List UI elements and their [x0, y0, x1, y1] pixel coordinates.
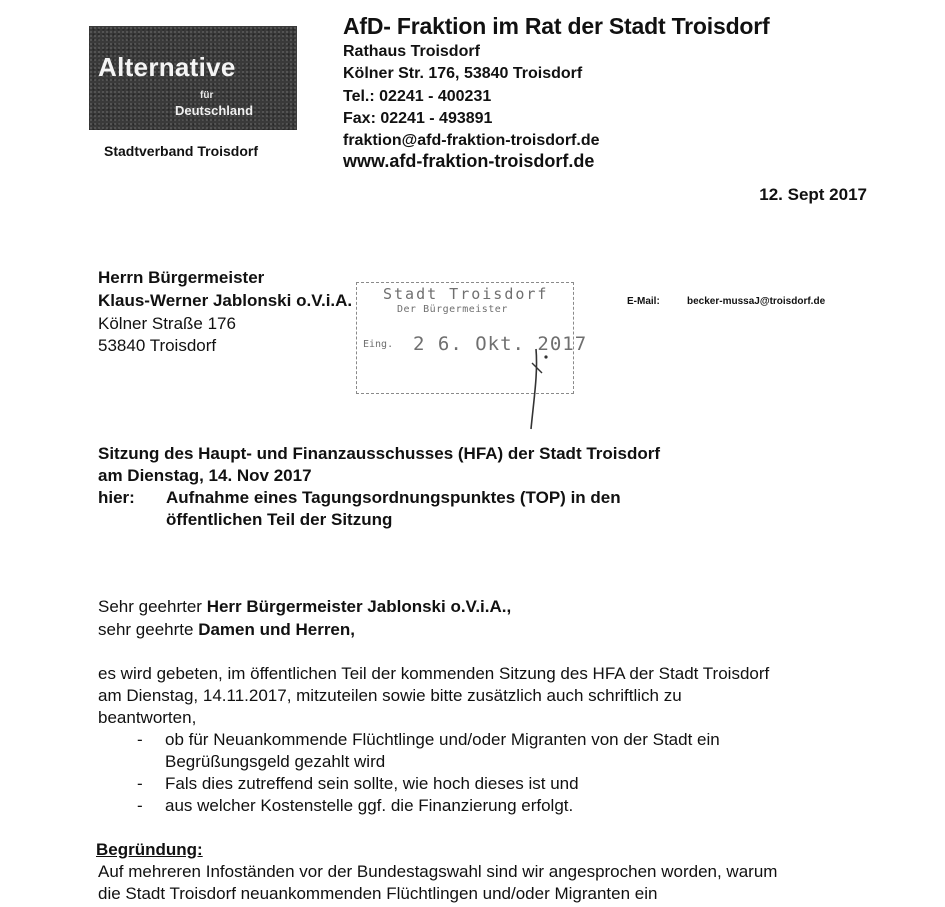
letterhead-address: Kölner Str. 176, 53840 Troisdorf — [343, 65, 583, 82]
logo-country-text: Deutschland — [175, 103, 254, 118]
letterhead-email: fraktion@afd-fraktion-troisdorf.de — [343, 132, 600, 149]
body-line-1: es wird gebeten, im öffentlichen Teil der kommenden Sitzung des HFA der Stadt Troisdorf — [98, 664, 770, 683]
greeting-prefix-2: sehr geehrte — [98, 620, 199, 639]
reason-line-1: Auf mehreren Infoständen vor der Bundestagswahl sind wir angesprochen worden, warum — [98, 862, 778, 881]
greeting-prefix-1: Sehr geehrter — [98, 597, 207, 616]
recipient-email-label: E-Mail: — [627, 296, 660, 307]
letter-date: 12. Sept 2017 — [759, 185, 867, 204]
bullet-1-line-2: Begrüßungsgeld gezahlt wird — [165, 752, 386, 771]
greeting-audience: Damen und Herren, — [198, 620, 355, 639]
greeting-line-2 — [98, 620, 355, 640]
logo-caption: Stadtverband Troisdorf — [104, 143, 259, 159]
recipient-city: 53840 Troisdorf — [98, 336, 217, 355]
subject-hier-label: hier: — [98, 488, 135, 507]
bullet-2: Fals dies zutreffend sein sollte, wie hoch dieses ist und — [165, 774, 579, 793]
recipient-name: Klaus-Werner Jablonski o.V.i.A. — [98, 291, 353, 310]
letterhead-building: Rathaus Troisdorf — [343, 43, 480, 60]
body-line-3: beantworten, — [98, 708, 197, 727]
logo-wordmark: Alternative — [98, 52, 236, 82]
subject-hier-line-1: Aufnahme eines Tagungsordnungspunktes (TOP) in den — [166, 488, 621, 507]
bullet-3: aus welcher Kostenstelle ggf. die Finanzierung erfolgt. — [165, 796, 574, 815]
recipient-salutation: Herrn Bürgermeister — [98, 268, 265, 287]
received-stamp — [356, 282, 588, 394]
greeting-line-1 — [98, 597, 511, 617]
letterhead-website: www.afd-fraktion-troisdorf.de — [343, 151, 595, 171]
letterhead-title: AfD- Fraktion im Rat der Stadt Troisdorf — [343, 13, 770, 39]
recipient-email: becker-mussaJ@troisdorf.de — [687, 296, 826, 307]
letterhead-tel: Tel.: 02241 - 400231 — [343, 88, 492, 105]
bullet-dash: - — [137, 730, 143, 749]
reason-heading: Begründung: — [96, 840, 203, 859]
stamp-date: 2 6. Okt. 2017 — [413, 333, 588, 355]
greeting-addressee: Herr Bürgermeister Jablonski o.V.i.A., — [206, 597, 512, 616]
stamp-dept: Der Bürgermeister — [397, 304, 508, 315]
reason-line-2: die Stadt Troisdorf neuankommenden Flüchtlingen und/oder Migranten ein — [98, 884, 658, 903]
logo-fuer-text: für — [200, 90, 214, 101]
party-logo — [89, 26, 297, 130]
body-line-2: am Dienstag, 14.11.2017, mitzuteilen sowie bitte zusätzlich auch schriftlich zu — [98, 686, 682, 705]
stamp-received-label: Eing. — [363, 339, 394, 350]
recipient-street: Kölner Straße 176 — [98, 314, 236, 333]
subject-line-1: Sitzung des Haupt- und Finanzausschusses (HFA) der Stadt Troisdorf — [98, 444, 660, 463]
letterhead-fax: Fax: 02241 - 493891 — [343, 110, 493, 127]
subject-hier-line-2: öffentlichen Teil der Sitzung — [166, 510, 393, 529]
bullet-1-line-1: ob für Neuankommende Flüchtlinge und/oder Migranten von der Stadt ein — [165, 730, 720, 749]
stamp-org: Stadt Troisdorf — [383, 285, 549, 303]
bullet-dash: - — [137, 774, 143, 793]
signature-mark — [522, 343, 552, 433]
subject-line-2: am Dienstag, 14. Nov 2017 — [98, 466, 312, 485]
bullet-dash: - — [137, 796, 143, 815]
